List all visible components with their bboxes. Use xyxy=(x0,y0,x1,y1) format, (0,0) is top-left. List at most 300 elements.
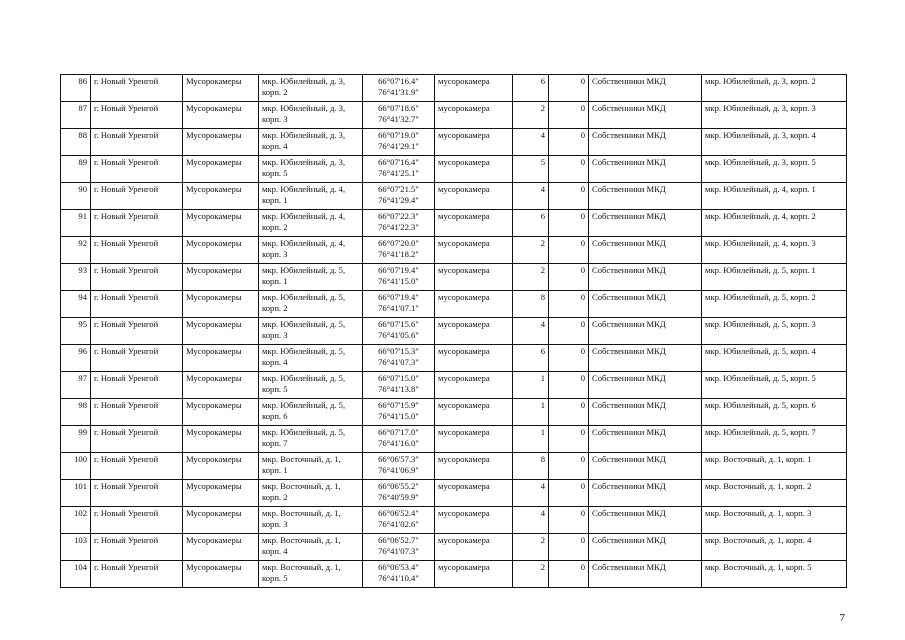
city-cell xyxy=(91,507,183,534)
volume-cell xyxy=(549,129,589,156)
address-cell xyxy=(259,75,363,102)
cell-text: 6 xyxy=(540,76,545,86)
cell-text: г. Новый Уренгой xyxy=(94,184,159,194)
cell-text: мкр. Юбилейный, д. 3, корп. 5 xyxy=(262,157,346,178)
container-count-cell xyxy=(513,129,549,156)
cell-text: Мусорокамеры xyxy=(186,103,242,113)
source-address-cell xyxy=(702,102,847,129)
row-number-cell xyxy=(61,318,91,345)
row-number-cell xyxy=(61,480,91,507)
city-cell xyxy=(91,399,183,426)
city-cell xyxy=(91,318,183,345)
owner-cell xyxy=(589,318,702,345)
address-cell xyxy=(259,156,363,183)
type-cell xyxy=(435,156,513,183)
source-address-cell xyxy=(702,534,847,561)
cell-text: мкр. Юбилейный, д. 3, корп. 3 xyxy=(262,103,346,124)
cell-text: 0 xyxy=(580,562,585,572)
category-cell xyxy=(183,183,259,210)
cell-text: Собственники МКД xyxy=(592,427,666,437)
category-cell xyxy=(183,129,259,156)
latitude-text: 66°06'57.3" xyxy=(378,454,419,464)
cell-text: Собственники МКД xyxy=(592,76,666,86)
table-row xyxy=(61,534,847,561)
table-row xyxy=(61,426,847,453)
type-cell xyxy=(435,237,513,264)
cell-text: 0 xyxy=(580,427,585,437)
cell-text: мкр. Юбилейный, д. 4, корп. 1 xyxy=(705,184,816,194)
cell-text: Мусорокамеры xyxy=(186,400,242,410)
cell-text: 0 xyxy=(580,184,585,194)
owner-cell xyxy=(589,399,702,426)
cell-text: Собственники МКД xyxy=(592,400,666,410)
latitude-text: 66°07'15.0" xyxy=(378,373,419,383)
city-cell xyxy=(91,102,183,129)
row-number-cell xyxy=(61,291,91,318)
cell-text: мкр. Юбилейный, д. 3, корп. 4 xyxy=(705,130,816,140)
table-body xyxy=(61,75,847,588)
cell-text: Мусорокамеры xyxy=(186,346,242,356)
cell-text: 4 xyxy=(540,481,545,491)
latitude-text: 66°06'52.4" xyxy=(378,508,419,518)
table-row xyxy=(61,210,847,237)
owner-cell xyxy=(589,426,702,453)
cell-text: мкр. Юбилейный, д. 3, корп. 3 xyxy=(705,103,816,113)
cell-text: Мусорокамеры xyxy=(186,157,242,167)
source-address-cell xyxy=(702,264,847,291)
row-number-cell xyxy=(61,129,91,156)
volume-cell xyxy=(549,372,589,399)
source-address-cell xyxy=(702,561,847,588)
row-number-cell xyxy=(61,183,91,210)
latitude-text: 66°06'55.2" xyxy=(378,481,419,491)
type-cell xyxy=(435,426,513,453)
cell-text: мусорокамера xyxy=(438,211,490,221)
cell-text: мкр. Восточный, д. 1, корп. 5 xyxy=(262,562,341,583)
longitude-text: 76°40'59.9" xyxy=(378,491,419,502)
table-row xyxy=(61,183,847,210)
cell-text: мкр. Восточный, д. 1, корп. 4 xyxy=(705,535,812,545)
longitude-text: 76°41'22.3" xyxy=(378,221,419,232)
cell-text: мкр. Восточный, д. 1, корп. 1 xyxy=(705,454,812,464)
longitude-text: 76°41'15.0" xyxy=(378,410,419,421)
address-cell xyxy=(259,372,363,399)
cell-text: 0 xyxy=(580,265,585,275)
cell-text: мусорокамера xyxy=(438,184,490,194)
category-cell xyxy=(183,345,259,372)
cell-text: 6 xyxy=(540,211,545,221)
cell-text: мкр. Юбилейный, д. 5, корп. 5 xyxy=(262,373,346,394)
cell-text: мкр. Восточный, д. 1, корп. 4 xyxy=(262,535,341,556)
city-cell xyxy=(91,264,183,291)
cell-text: мкр. Восточный, д. 1, корп. 1 xyxy=(262,454,341,475)
cell-text: мкр. Юбилейный, д. 5, корп. 5 xyxy=(705,373,816,383)
type-cell xyxy=(435,345,513,372)
city-cell xyxy=(91,129,183,156)
cell-text: мусорокамера xyxy=(438,319,490,329)
owner-cell xyxy=(589,345,702,372)
address-cell xyxy=(259,426,363,453)
cell-text: мкр. Юбилейный, д. 5, корп. 7 xyxy=(262,427,346,448)
longitude-text: 76°41'06.9" xyxy=(378,464,419,475)
owner-cell xyxy=(589,264,702,291)
city-cell xyxy=(91,183,183,210)
coordinates-cell xyxy=(363,426,435,453)
cell-text: мусорокамера xyxy=(438,346,490,356)
cell-text: 4 xyxy=(540,184,545,194)
cell-text: 0 xyxy=(580,157,585,167)
cell-text: мкр. Юбилейный, д. 4, корп. 2 xyxy=(262,211,346,232)
cell-text: Мусорокамеры xyxy=(186,508,242,518)
source-address-cell xyxy=(702,318,847,345)
cell-text: 5 xyxy=(540,157,545,167)
city-cell xyxy=(91,453,183,480)
container-count-cell xyxy=(513,156,549,183)
owner-cell xyxy=(589,237,702,264)
cell-text: 102 xyxy=(74,508,87,518)
coordinates-cell xyxy=(363,318,435,345)
cell-text: Мусорокамеры xyxy=(186,184,242,194)
latitude-text: 66°07'16.4" xyxy=(378,76,419,86)
cell-text: мкр. Восточный, д. 1, корп. 5 xyxy=(705,562,812,572)
coordinates-cell xyxy=(363,453,435,480)
latitude-text: 66°07'15.6" xyxy=(378,319,419,329)
cell-text: мусорокамера xyxy=(438,292,490,302)
category-cell xyxy=(183,156,259,183)
volume-cell xyxy=(549,291,589,318)
cell-text: мкр. Юбилейный, д. 4, корп. 1 xyxy=(262,184,346,205)
cell-text: г. Новый Уренгой xyxy=(94,535,159,545)
cell-text: мкр. Юбилейный, д. 4, корп. 3 xyxy=(705,238,816,248)
longitude-text: 76°41'02.6" xyxy=(378,518,419,529)
longitude-text: 76°41'31.9" xyxy=(378,86,419,97)
row-number-cell xyxy=(61,102,91,129)
cell-text: г. Новый Уренгой xyxy=(94,427,159,437)
cell-text: мкр. Юбилейный, д. 5, корп. 3 xyxy=(262,319,346,340)
cell-text: 0 xyxy=(580,508,585,518)
cell-text: 0 xyxy=(580,319,585,329)
table-row xyxy=(61,318,847,345)
cell-text: мкр. Юбилейный, д. 5, корп. 2 xyxy=(262,292,346,313)
cell-text: г. Новый Уренгой xyxy=(94,373,159,383)
cell-text: 93 xyxy=(78,265,87,275)
row-number-cell xyxy=(61,453,91,480)
category-cell xyxy=(183,453,259,480)
cell-text: 8 xyxy=(540,454,545,464)
owner-cell xyxy=(589,129,702,156)
owner-cell xyxy=(589,561,702,588)
address-cell xyxy=(259,561,363,588)
cell-text: 0 xyxy=(580,454,585,464)
cell-text: 2 xyxy=(540,238,545,248)
cell-text: г. Новый Уренгой xyxy=(94,481,159,491)
cell-text: 0 xyxy=(580,211,585,221)
cell-text: Мусорокамеры xyxy=(186,373,242,383)
cell-text: мусорокамера xyxy=(438,130,490,140)
cell-text: 96 xyxy=(78,346,87,356)
type-cell xyxy=(435,264,513,291)
row-number-cell xyxy=(61,372,91,399)
address-cell xyxy=(259,480,363,507)
longitude-text: 76°41'10.4" xyxy=(378,572,419,583)
cell-text: Мусорокамеры xyxy=(186,130,242,140)
cell-text: мкр. Юбилейный, д. 4, корп. 3 xyxy=(262,238,346,259)
cell-text: 0 xyxy=(580,130,585,140)
type-cell xyxy=(435,129,513,156)
owner-cell xyxy=(589,210,702,237)
table-row xyxy=(61,237,847,264)
coordinates-cell xyxy=(363,372,435,399)
city-cell xyxy=(91,534,183,561)
volume-cell xyxy=(549,345,589,372)
row-number-cell xyxy=(61,264,91,291)
cell-text: Мусорокамеры xyxy=(186,481,242,491)
cell-text: мкр. Восточный, д. 1, корп. 2 xyxy=(705,481,812,491)
coordinates-cell xyxy=(363,480,435,507)
cell-text: мкр. Юбилейный, д. 5, корп. 4 xyxy=(705,346,816,356)
cell-text: 89 xyxy=(78,157,87,167)
volume-cell xyxy=(549,453,589,480)
cell-text: мусорокамера xyxy=(438,481,490,491)
type-cell xyxy=(435,183,513,210)
category-cell xyxy=(183,507,259,534)
cell-text: мкр. Юбилейный, д. 5, корп. 6 xyxy=(262,400,346,421)
address-cell xyxy=(259,237,363,264)
volume-cell xyxy=(549,183,589,210)
coordinates-cell xyxy=(363,237,435,264)
cell-text: мусорокамера xyxy=(438,265,490,275)
cell-text: Мусорокамеры xyxy=(186,535,242,545)
container-count-cell xyxy=(513,345,549,372)
container-count-cell xyxy=(513,102,549,129)
cell-text: Собственники МКД xyxy=(592,265,666,275)
cell-text: 0 xyxy=(580,103,585,113)
row-number-cell xyxy=(61,507,91,534)
latitude-text: 66°07'19.0" xyxy=(378,130,419,140)
cell-text: 0 xyxy=(580,292,585,302)
cell-text: Мусорокамеры xyxy=(186,562,242,572)
cell-text: 1 xyxy=(540,427,545,437)
latitude-text: 66°07'19.4" xyxy=(378,292,419,302)
city-cell xyxy=(91,156,183,183)
cell-text: Собственники МКД xyxy=(592,130,666,140)
cell-text: мкр. Юбилейный, д. 5, корп. 3 xyxy=(705,319,816,329)
cell-text: г. Новый Уренгой xyxy=(94,103,159,113)
cell-text: Собственники МКД xyxy=(592,454,666,464)
cell-text: 6 xyxy=(540,346,545,356)
longitude-text: 76°41'07.3" xyxy=(378,356,419,367)
row-number-cell xyxy=(61,75,91,102)
cell-text: Мусорокамеры xyxy=(186,292,242,302)
cell-text: 100 xyxy=(74,454,87,464)
coordinates-cell xyxy=(363,156,435,183)
cell-text: 2 xyxy=(540,265,545,275)
table-row xyxy=(61,129,847,156)
city-cell xyxy=(91,237,183,264)
cell-text: мкр. Юбилейный, д. 5, корп. 2 xyxy=(705,292,816,302)
owner-cell xyxy=(589,291,702,318)
table-row xyxy=(61,507,847,534)
table-row xyxy=(61,480,847,507)
table-row xyxy=(61,75,847,102)
category-cell xyxy=(183,264,259,291)
longitude-text: 76°41'29.4" xyxy=(378,194,419,205)
cell-text: Мусорокамеры xyxy=(186,76,242,86)
longitude-text: 76°41'15.0" xyxy=(378,275,419,286)
category-cell xyxy=(183,561,259,588)
volume-cell xyxy=(549,561,589,588)
cell-text: мкр. Юбилейный, д. 3, корп. 2 xyxy=(262,76,346,97)
cell-text: Собственники МКД xyxy=(592,535,666,545)
city-cell xyxy=(91,480,183,507)
category-cell xyxy=(183,237,259,264)
cell-text: г. Новый Уренгой xyxy=(94,319,159,329)
coordinates-cell xyxy=(363,102,435,129)
volume-cell xyxy=(549,210,589,237)
latitude-text: 66°07'20.0" xyxy=(378,238,419,248)
owner-cell xyxy=(589,480,702,507)
table-row xyxy=(61,345,847,372)
latitude-text: 66°07'19.4" xyxy=(378,265,419,275)
coordinates-cell xyxy=(363,399,435,426)
category-cell xyxy=(183,399,259,426)
coordinates-cell xyxy=(363,183,435,210)
cell-text: мкр. Юбилейный, д. 5, корп. 1 xyxy=(262,265,346,286)
table-row xyxy=(61,264,847,291)
source-address-cell xyxy=(702,480,847,507)
address-cell xyxy=(259,453,363,480)
table-row xyxy=(61,561,847,588)
longitude-text: 76°41'13.8" xyxy=(378,383,419,394)
coordinates-cell xyxy=(363,75,435,102)
cell-text: 2 xyxy=(540,103,545,113)
source-address-cell xyxy=(702,507,847,534)
coordinates-cell xyxy=(363,210,435,237)
coordinates-cell xyxy=(363,534,435,561)
city-cell xyxy=(91,372,183,399)
cell-text: Собственники МКД xyxy=(592,508,666,518)
source-address-cell xyxy=(702,426,847,453)
source-address-cell xyxy=(702,399,847,426)
longitude-text: 76°41'29.1" xyxy=(378,140,419,151)
cell-text: мусорокамера xyxy=(438,103,490,113)
cell-text: 0 xyxy=(580,238,585,248)
cell-text: мусорокамера xyxy=(438,562,490,572)
cell-text: 0 xyxy=(580,373,585,383)
volume-cell xyxy=(549,237,589,264)
table-row xyxy=(61,156,847,183)
coordinates-cell xyxy=(363,129,435,156)
cell-text: 0 xyxy=(580,76,585,86)
cell-text: мусорокамера xyxy=(438,76,490,86)
coordinates-cell xyxy=(363,345,435,372)
cell-text: мкр. Юбилейный, д. 5, корп. 7 xyxy=(705,427,816,437)
container-count-cell xyxy=(513,318,549,345)
source-address-cell xyxy=(702,75,847,102)
longitude-text: 76°41'05.6" xyxy=(378,329,419,340)
cell-text: мусорокамера xyxy=(438,454,490,464)
cell-text: Мусорокамеры xyxy=(186,454,242,464)
source-address-cell xyxy=(702,345,847,372)
row-number-cell xyxy=(61,426,91,453)
type-cell xyxy=(435,507,513,534)
cell-text: мусорокамера xyxy=(438,427,490,437)
source-address-cell xyxy=(702,372,847,399)
cell-text: г. Новый Уренгой xyxy=(94,508,159,518)
volume-cell xyxy=(549,399,589,426)
cell-text: мусорокамера xyxy=(438,238,490,248)
longitude-text: 76°41'07.3" xyxy=(378,545,419,556)
volume-cell xyxy=(549,156,589,183)
cell-text: мкр. Юбилейный, д. 3, корп. 4 xyxy=(262,130,346,151)
volume-cell xyxy=(549,534,589,561)
source-address-cell xyxy=(702,129,847,156)
category-cell xyxy=(183,480,259,507)
cell-text: 2 xyxy=(540,562,545,572)
type-cell xyxy=(435,399,513,426)
container-count-cell xyxy=(513,372,549,399)
longitude-text: 76°41'25.1" xyxy=(378,167,419,178)
address-cell xyxy=(259,507,363,534)
cell-text: мкр. Восточный, д. 1, корп. 2 xyxy=(262,481,341,502)
address-cell xyxy=(259,102,363,129)
container-count-cell xyxy=(513,399,549,426)
source-address-cell xyxy=(702,183,847,210)
city-cell xyxy=(91,75,183,102)
container-count-cell xyxy=(513,561,549,588)
latitude-text: 66°07'21.5" xyxy=(378,184,419,194)
volume-cell xyxy=(549,318,589,345)
cell-text: 4 xyxy=(540,130,545,140)
cell-text: Собственники МКД xyxy=(592,157,666,167)
longitude-text: 76°41'16.0" xyxy=(378,437,419,448)
row-number-cell xyxy=(61,561,91,588)
cell-text: Собственники МКД xyxy=(592,319,666,329)
cell-text: мусорокамера xyxy=(438,157,490,167)
city-cell xyxy=(91,561,183,588)
latitude-text: 66°07'22.3" xyxy=(378,211,419,221)
cell-text: мкр. Юбилейный, д. 5, корп. 4 xyxy=(262,346,346,367)
cell-text: 0 xyxy=(580,535,585,545)
cell-text: 4 xyxy=(540,319,545,329)
cell-text: Собственники МКД xyxy=(592,562,666,572)
table-row xyxy=(61,291,847,318)
type-cell xyxy=(435,318,513,345)
address-cell xyxy=(259,264,363,291)
cell-text: 92 xyxy=(78,238,87,248)
type-cell xyxy=(435,480,513,507)
cell-text: г. Новый Уренгой xyxy=(94,76,159,86)
longitude-text: 76°41'32.7" xyxy=(378,113,419,124)
cell-text: Собственники МКД xyxy=(592,292,666,302)
cell-text: г. Новый Уренгой xyxy=(94,400,159,410)
owner-cell xyxy=(589,453,702,480)
latitude-text: 66°07'15.3" xyxy=(378,346,419,356)
latitude-text: 66°07'16.4" xyxy=(378,157,419,167)
city-cell xyxy=(91,345,183,372)
longitude-text: 76°41'07.1" xyxy=(378,302,419,313)
source-address-cell xyxy=(702,237,847,264)
latitude-text: 66°06'52.7" xyxy=(378,535,419,545)
row-number-cell xyxy=(61,237,91,264)
type-cell xyxy=(435,561,513,588)
source-address-cell xyxy=(702,210,847,237)
volume-cell xyxy=(549,426,589,453)
address-cell xyxy=(259,318,363,345)
cell-text: 4 xyxy=(540,508,545,518)
coordinates-cell xyxy=(363,507,435,534)
cell-text: Мусорокамеры xyxy=(186,319,242,329)
